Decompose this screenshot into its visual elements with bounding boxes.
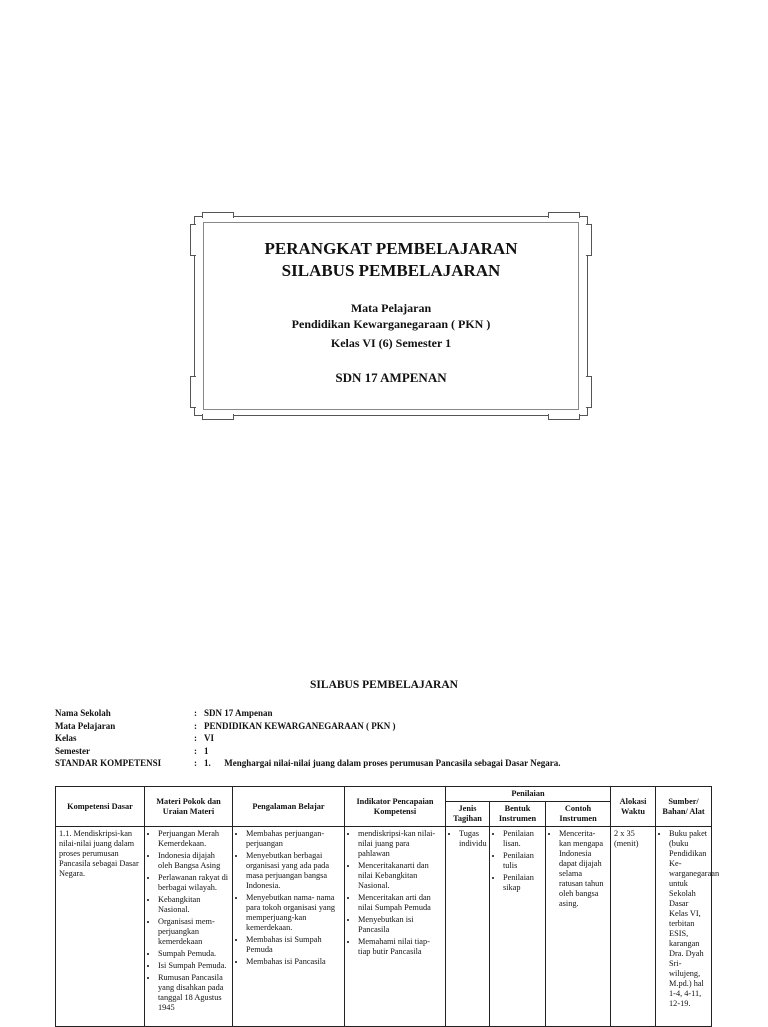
list-item: • mendiskripsi-kan nilai-nilai juang para pahlawan xyxy=(358,829,442,859)
standar-number: 1. xyxy=(204,758,211,768)
list-item: • Penilaian lisan. xyxy=(503,829,542,849)
list-item: • Menceritakanarti dan nilai Kebangkitan Nasional. xyxy=(358,861,442,891)
frame-ornament xyxy=(202,414,234,420)
list-item: • Memahami nilai tiap-tiap butir Pancasila xyxy=(358,937,442,957)
cell-indikator xyxy=(345,827,446,1027)
info-row xyxy=(55,720,560,733)
cover-subject xyxy=(194,300,588,351)
frame-ornament xyxy=(548,414,580,420)
info-row xyxy=(55,707,560,720)
cover-title-line1: PERANGKAT PEMBELAJARAN xyxy=(264,239,518,258)
info-colon: : xyxy=(194,720,197,731)
info-colon: : xyxy=(194,745,197,756)
list-item: • Menyebutkan berbagai organisasi yang ada pada masa perjuangan bangsa Indonesia. xyxy=(246,851,341,891)
cover-frame xyxy=(194,216,588,416)
cell-alokasi: 2 x 35 (menit) xyxy=(611,827,656,1027)
list-item: • Menceritakan arti dan nilai Sumpah Pemuda xyxy=(358,893,442,913)
syllabus-info xyxy=(55,707,560,770)
sumber-list xyxy=(659,829,720,1009)
contoh-list xyxy=(549,829,607,909)
list-item: • Penilaian tulis xyxy=(503,851,542,871)
info-value: 1 xyxy=(204,745,209,756)
cover-class-semester: Kelas VI (6) Semester 1 xyxy=(330,336,452,350)
list-item: • Perjuangan Merah Kemerdekaan. xyxy=(158,829,229,849)
info-colon: : xyxy=(194,733,197,743)
info-key: Nama Sekolah xyxy=(55,708,111,718)
header-penilaian: Penilaian xyxy=(446,787,611,802)
info-value: VI xyxy=(204,733,215,743)
cell-sumber xyxy=(656,827,720,1027)
cell-bentuk xyxy=(490,827,546,1027)
header-pengalaman: Pengalaman Belajar xyxy=(233,787,345,827)
bentuk-list xyxy=(493,829,542,893)
table-header-row xyxy=(56,787,712,802)
list-item: • Membahas isi Pancasila xyxy=(246,957,341,967)
list-item: • Sumpah Pemuda. xyxy=(158,949,229,959)
header-kompetensi-dasar: Kompetensi Dasar xyxy=(56,787,145,827)
info-value: SDN 17 Ampenan xyxy=(204,708,273,718)
list-item: • Buku paket (buku Pendidikan Ke-warganegaraan untuk Sekolah Dasar Kelas VI, terbitan ESIS, karangan Dra. Dyah Sri-wilujeng, M.pd.) hal 1-4, 4-11, 12-19. xyxy=(669,829,708,1009)
info-row xyxy=(55,745,560,758)
standar-kompetensi-row xyxy=(55,757,560,770)
table-row xyxy=(56,827,712,1027)
materi-list xyxy=(148,829,229,1013)
cover-title-line2: SILABUS PEMBELAJARAN xyxy=(281,261,501,280)
cover-subject-name: Pendidikan Kewarganegaraan ( PKN ) xyxy=(291,317,491,331)
info-key: Mata Pelajaran xyxy=(55,720,116,731)
frame-ornament xyxy=(202,212,234,218)
syllabus-table xyxy=(55,786,720,1027)
list-item: • Mencerita-kan mengapa Indonesia dapat dijajah selama ratusan tahun oleh bangsa asing. xyxy=(559,829,607,909)
list-item: • Membahas perjuangan-perjuangan xyxy=(246,829,341,849)
info-colon: : xyxy=(194,758,197,768)
info-row xyxy=(55,732,560,745)
header-contoh: Contoh Instrumen xyxy=(546,802,611,827)
list-item: • Perlawanan rakyat di berbagai wilayah. xyxy=(158,873,229,893)
jenis-list xyxy=(449,829,486,849)
list-item: • Penilaian sikap xyxy=(503,873,542,893)
info-key: Kelas xyxy=(55,733,77,743)
cover-subject-label: Mata Pelajaran xyxy=(350,301,432,315)
header-alokasi: Alokasi Waktu xyxy=(611,787,656,827)
list-item: • Organisasi mem-perjuangkan kemerdekaan xyxy=(158,917,229,947)
cell-pengalaman xyxy=(233,827,345,1027)
list-item: • Menyebutkan nama- nama para tokoh organisasi yang memperjuang-kan kemerdekaan. xyxy=(246,893,341,933)
syllabus-title: SILABUS PEMBELAJARAN xyxy=(310,679,458,691)
info-key: Semester xyxy=(55,745,90,756)
list-item: • Tugas individu xyxy=(459,829,486,849)
list-item: • Membahas isi Sumpah Pemuda xyxy=(246,935,341,955)
header-materi: Materi Pokok dan Uraian Materi xyxy=(145,787,233,827)
info-colon: : xyxy=(194,708,197,718)
list-item: • Indonesia dijajah oleh Bangsa Asing xyxy=(158,851,229,871)
frame-ornament xyxy=(548,212,580,218)
list-item: • Menyebutkan isi Pancasila xyxy=(358,915,442,935)
header-jenis: Jenis Tagihan xyxy=(446,802,490,827)
cover-title xyxy=(194,238,588,282)
header-sumber: Sumber/ Bahan/ Alat xyxy=(656,787,712,827)
standar-kompetensi-value xyxy=(204,757,560,770)
header-bentuk: Bentuk Instrumen xyxy=(490,802,546,827)
list-item: • Rumusan Pancasila yang disahkan pada tanggal 18 Agustus 1945 xyxy=(158,973,229,1013)
standar-kompetensi-key: STANDAR KOMPETENSI xyxy=(55,758,162,768)
indikator-list xyxy=(348,829,442,957)
cell-contoh xyxy=(546,827,611,1027)
info-value: PENDIDIKAN KEWARGANEGARAAN ( PKN ) xyxy=(204,720,396,731)
header-indikator: Indikator Pencapaian Kompetensi xyxy=(345,787,446,827)
cell-materi xyxy=(145,827,233,1027)
standar-text: Menghargai nilai-nilai juang dalam proses perumusan Pancasila sebagai Dasar Negara. xyxy=(224,758,561,768)
list-item: • Isi Sumpah Pemuda. xyxy=(158,961,229,971)
list-item: • Kebangkitan Nasional. xyxy=(158,895,229,915)
cover-school: SDN 17 AMPENAN xyxy=(335,370,447,385)
cell-jenis xyxy=(446,827,490,1027)
cell-kompetensi-dasar: 1.1. Mendiskripsi-kan nilai-nilai juang dalam proses perumusan Pancasila sebagai Dasar Negara. xyxy=(56,827,145,1027)
pengalaman-list xyxy=(236,829,341,967)
